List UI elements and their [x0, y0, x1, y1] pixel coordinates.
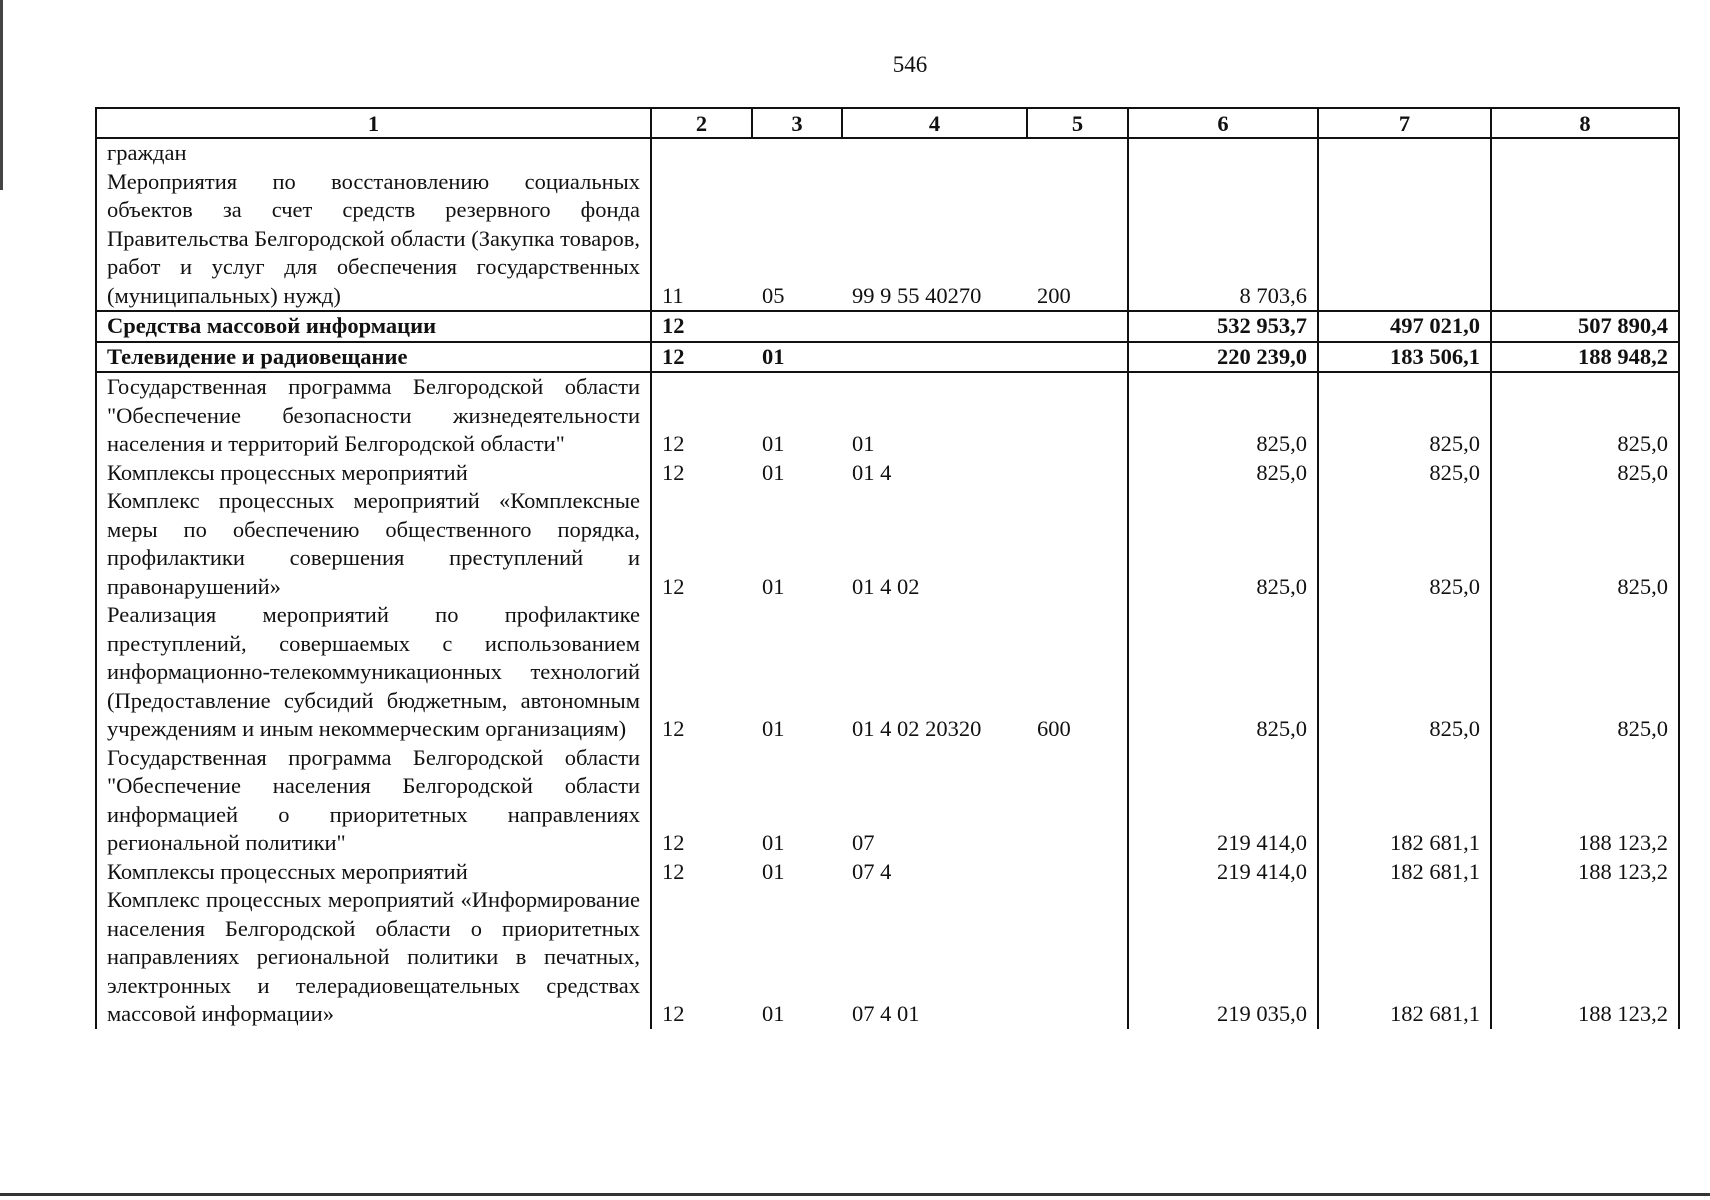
row-target-article	[842, 311, 1027, 342]
row-amount-year2: 182 681,1	[1318, 886, 1491, 1029]
row-amount-year3: 507 890,4	[1491, 311, 1679, 342]
row-target-article: 07 4 01	[852, 1001, 920, 1026]
row-amount-year2: 497 021,0	[1318, 311, 1491, 342]
row-subsection: 05	[762, 282, 785, 308]
header-cell-4: 4	[842, 108, 1027, 138]
row-subsection	[752, 311, 842, 342]
row-name: Телевидение и радиовещание	[96, 342, 651, 373]
row-name: Государственная программа Белгородской области "Обеспечение безопасности жизнедеятельности населения и территорий Белгородской области"	[96, 372, 651, 459]
row-section: 12	[651, 372, 752, 459]
row-subsection: 01	[762, 459, 785, 485]
row-target-article: 99 9 55 40270	[852, 282, 982, 308]
row-expense-type: 600	[1027, 601, 1128, 744]
row-section: 11	[651, 138, 752, 311]
budget-table	[95, 107, 1680, 1029]
row-expense-type	[1027, 372, 1128, 459]
table-body	[96, 138, 1679, 1029]
row-expense-type	[1027, 487, 1128, 601]
table-row	[96, 487, 1679, 601]
row-amount-year1: 825,0	[1128, 601, 1318, 744]
table-row	[96, 744, 1679, 858]
row-subsection: 01	[752, 342, 842, 373]
row-name: Комплекс процессных мероприятий «Комплексные меры по обеспечению общественного порядка, профилактики совершения преступлений и правонарушений»	[96, 487, 651, 601]
row-amount-year2: 182 681,1	[1318, 858, 1491, 887]
row-amount-year3: 825,0	[1491, 487, 1679, 601]
row-subsection: 01	[762, 431, 785, 456]
row-amount-year2: 825,0	[1318, 487, 1491, 601]
row-amount-year1: 219 414,0	[1128, 744, 1318, 858]
row-amount-year2: 825,0	[1318, 459, 1491, 488]
row-subsection: 01	[762, 716, 785, 741]
row-name: Комплексы процессных мероприятий	[96, 459, 651, 488]
row-expense-type	[1027, 342, 1128, 373]
row-amount-year2: 182 681,1	[1318, 744, 1491, 858]
row-amount-year3: 825,0	[1491, 372, 1679, 459]
row-amount-year2	[1318, 138, 1491, 311]
header-cell-7: 7	[1318, 108, 1491, 138]
table-row	[96, 886, 1679, 1029]
row-section: 12	[651, 601, 752, 744]
row-amount-year3: 825,0	[1491, 459, 1679, 488]
table-header-row	[96, 108, 1679, 138]
row-name: граждан Мероприятия по восстановлению социальных объектов за счет средств резервного фонда Правительства Белгородской области (Закупка товаров, работ и услуг для обеспечения государственных (муниципальных) нужд)	[96, 138, 651, 311]
header-cell-5: 5	[1027, 108, 1128, 138]
row-amount-year2: 183 506,1	[1318, 342, 1491, 373]
table-row	[96, 311, 1679, 342]
row-section: 12	[651, 886, 752, 1029]
row-amount-year2: 825,0	[1318, 601, 1491, 744]
row-amount-year1: 825,0	[1128, 459, 1318, 488]
row-section: 12	[651, 858, 752, 887]
row-subsection: 01	[762, 573, 785, 599]
row-target-article: 01 4	[852, 459, 892, 485]
header-cell-3: 3	[752, 108, 842, 138]
row-amount-year2: 825,0	[1318, 372, 1491, 459]
row-section: 12	[651, 342, 752, 373]
table-row	[96, 459, 1679, 488]
row-amount-year3: 825,0	[1491, 601, 1679, 744]
row-amount-year3: 188 123,2	[1491, 744, 1679, 858]
row-subsection: 01	[762, 830, 785, 855]
row-expense-type	[1027, 459, 1128, 488]
row-target-article: 01	[852, 431, 875, 456]
row-section: 12	[651, 459, 752, 488]
row-amount-year1: 219 035,0	[1128, 886, 1318, 1029]
table-row	[96, 601, 1679, 744]
row-name: Комплекс процессных мероприятий «Информирование населения Белгородской области о приоритетных направлениях региональной политики в печатных, электронных и телерадиовещательных средствах массовой информации»	[96, 886, 651, 1029]
row-amount-year1: 220 239,0	[1128, 342, 1318, 373]
scan-edge-bottom	[0, 1193, 1710, 1196]
row-amount-year1: 825,0	[1128, 372, 1318, 459]
row-subsection: 01	[762, 1001, 785, 1026]
row-expense-type	[1027, 311, 1128, 342]
row-amount-year1: 8 703,6	[1128, 138, 1318, 311]
header-cell-8: 8	[1491, 108, 1679, 138]
row-amount-year1: 532 953,7	[1128, 311, 1318, 342]
row-section: 12	[651, 487, 752, 601]
table-row	[96, 858, 1679, 887]
table-row	[96, 342, 1679, 373]
row-target-article: 01 4 02	[852, 573, 920, 599]
row-name: Средства массовой информации	[96, 311, 651, 342]
table-row	[96, 372, 1679, 459]
row-expense-type	[1027, 886, 1128, 1029]
row-target-article	[842, 342, 1027, 373]
page-number: 546	[892, 52, 928, 77]
scan-edge-left	[0, 0, 3, 190]
row-name: Государственная программа Белгородской области "Обеспечение населения Белгородской области информацией о приоритетных направлениях региональной политики"	[96, 744, 651, 858]
row-subsection: 01	[762, 858, 785, 884]
row-expense-type	[1027, 858, 1128, 887]
row-amount-year3: 188 123,2	[1491, 886, 1679, 1029]
row-name: Реализация мероприятий по профилактике преступлений, совершаемых с использованием информационно-телекоммуникационных технологий (Предоставление субсидий бюджетным, автономным учреждениям и иным некоммерческим организациям)	[96, 601, 651, 744]
header-cell-2: 2	[651, 108, 752, 138]
row-section: 12	[651, 744, 752, 858]
row-section: 12	[651, 311, 752, 342]
row-amount-year3: 188 948,2	[1491, 342, 1679, 373]
row-target-article: 01 4 02 20320	[852, 716, 982, 741]
row-expense-type: 200	[1027, 138, 1128, 311]
header-cell-1: 1	[96, 108, 651, 138]
header-cell-6: 6	[1128, 108, 1318, 138]
row-amount-year3: 188 123,2	[1491, 858, 1679, 887]
row-amount-year1: 825,0	[1128, 487, 1318, 601]
row-expense-type	[1027, 744, 1128, 858]
row-amount-year3	[1491, 138, 1679, 311]
row-target-article: 07	[852, 830, 875, 855]
row-amount-year1: 219 414,0	[1128, 858, 1318, 887]
row-name: Комплексы процессных мероприятий	[96, 858, 651, 887]
table-row	[96, 138, 1679, 311]
row-target-article: 07 4	[852, 858, 892, 884]
